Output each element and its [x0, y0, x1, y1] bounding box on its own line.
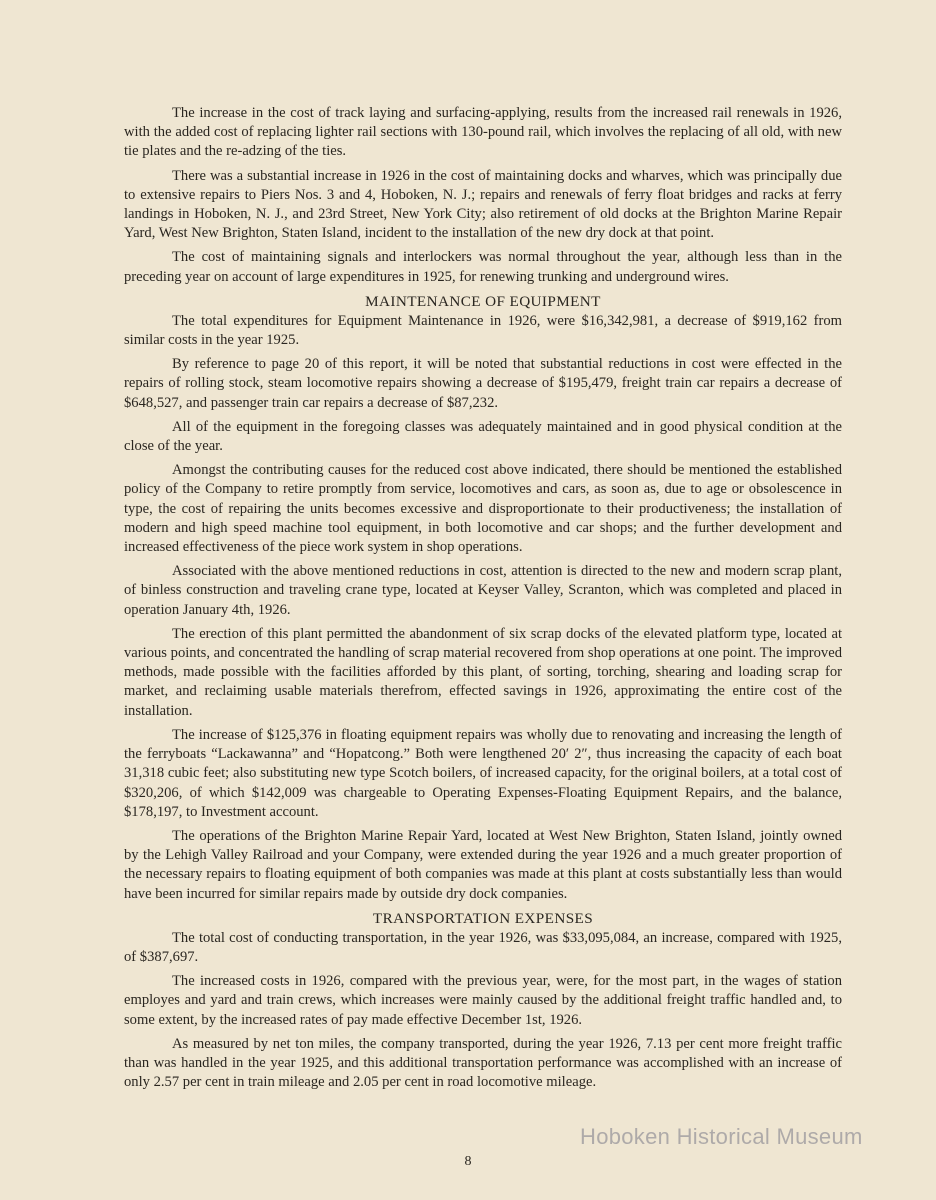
paragraph-rolling-stock: By reference to page 20 of this report, it will be noted that substantial reductions in cost were effected in the repairs of rolling stock, steam locomotive repairs showing a decrease of $195,479, freight train car repairs a decrease of $648,527, and passenger train car repairs a decrease of $87,232. [124, 356, 842, 411]
paragraph-contributing-causes: Amongst the contributing causes for the reduced cost above indicated, there should be mentioned the established policy of the Company to retire promptly from service, locomotives and cars, as soon as, due to age or obsolescence in type, the cost of repairing the units becomes excessive and disproportionate to their productiveness; the installation of modern and high speed machine tool equipment, in both locomotive and car shops; and the further development and increased effectiveness of the piece work system in shop operations. [124, 462, 842, 556]
paragraph-equipment-condition: All of the equipment in the foregoing classes was adequately maintained and in good physical condition at the close of the year. [124, 418, 842, 455]
paragraph-docks-wharves: There was a substantial increase in 1926 in the cost of maintaining docks and wharves, which was principally due to extensive repairs to Piers Nos. 3 and 4, Hoboken, N. J.; repairs and renewals of ferry float bridges and racks at ferry landings in Hoboken, N. J., and 23rd Street, New York City; also retirement of old docks at the Brighton Marine Repair Yard, West New Brighton, Staten Island, incident to the installation of the new dry dock at that point. [124, 167, 842, 242]
paragraph-track-laying: The increase in the cost of track laying and surfacing-applying, results from the increased rail renewals in 1926, with the added cost of replacing lighter rail sections with 130-pound rail, which involves the replacing of all old, with new tie plates and the re-adzing of the ties. [124, 105, 842, 160]
paragraph-scrap-plant: Associated with the above mentioned reductions in cost, attention is directed to the new and modern scrap plant, of binless construction and traveling crane type, located at Keyser Valley, Scranton, which was completed and placed in operation January 4th, 1926. [124, 563, 842, 618]
paragraph-scrap-docks: The erection of this plant permitted the abandonment of six scrap docks of the elevated platform type, located at various points, and concentrated the handling of scrap material recovered from shop operations at one point. The improved methods, made possible with the facilities afforded by this plant, of sorting, torching, shearing and loading scrap for market, and reclaiming usable materials therefrom, effected savings in 1926, approximating the entire cost of the installation. [124, 625, 842, 719]
paragraph-wages: The increased costs in 1926, compared with the previous year, were, for the most part, in the wages of station employes and yard and train crews, which increases were mainly caused by the additional freight traffic handled and, to some extent, by the increased rates of pay made effective December 1st, 1926. [124, 973, 842, 1028]
page-number: 8 [464, 1154, 472, 1169]
paragraph-equipment-total: The total expenditures for Equipment Maintenance in 1926, were $16,342,981, a decrease of $919,162 from similar costs in the year 1925. [124, 312, 842, 349]
heading-maintenance-of-equipment: MAINTENANCE OF EQUIPMENT [365, 292, 601, 310]
paragraph-brighton-yard: The operations of the Brighton Marine Repair Yard, located at West New Brighton, Staten Island, jointly owned by the Lehigh Valley Railroad and your Company, were extended during the year 1926 and a much greater proportion of the necessary repairs to floating equipment of both companies was made at this plant at costs substantially less than would have been incurred for similar repairs made by outside dry dock companies. [124, 827, 842, 902]
watermark: Hoboken Historical Museum [580, 1124, 863, 1149]
document-body [124, 104, 842, 1097]
paragraph-ton-miles: As measured by net ton miles, the company transported, during the year 1926, 7.13 per cent more freight traffic than was handled in the year 1925, and this additional transportation performance was accomplished with an increase of only 2.57 per cent in train mileage and 2.05 per cent in road locomotive mileage. [124, 1035, 842, 1091]
paragraph-signals: The cost of maintaining signals and interlockers was normal throughout the year, although less than in the preceding year on account of large expenditures in 1925, for renewing trunking and underground wires. [124, 249, 842, 285]
paragraph-transportation-total: The total cost of conducting transportation, in the year 1926, was $33,095,084, an increase, compared with 1925, of $387,697. [124, 929, 842, 965]
heading-transportation-expenses: TRANSPORTATION EXPENSES [372, 909, 594, 927]
paragraph-floating-equipment: The increase of $125,376 in floating equipment repairs was wholly due to renovating and increasing the length of the ferryboats “Lackawanna” and “Hopatcong.” Both were lengthened 20′ 2″, thus increasing the capacity of each boat 31,318 cubic feet; also substituting new type Scotch boilers, of increased capacity, for the original boilers, at a total cost of $320,206, of which $142,009 was chargeable to Operating Expenses-Floating Equipment Repairs, and the balance, $178,197, to Investment account. [124, 726, 842, 820]
